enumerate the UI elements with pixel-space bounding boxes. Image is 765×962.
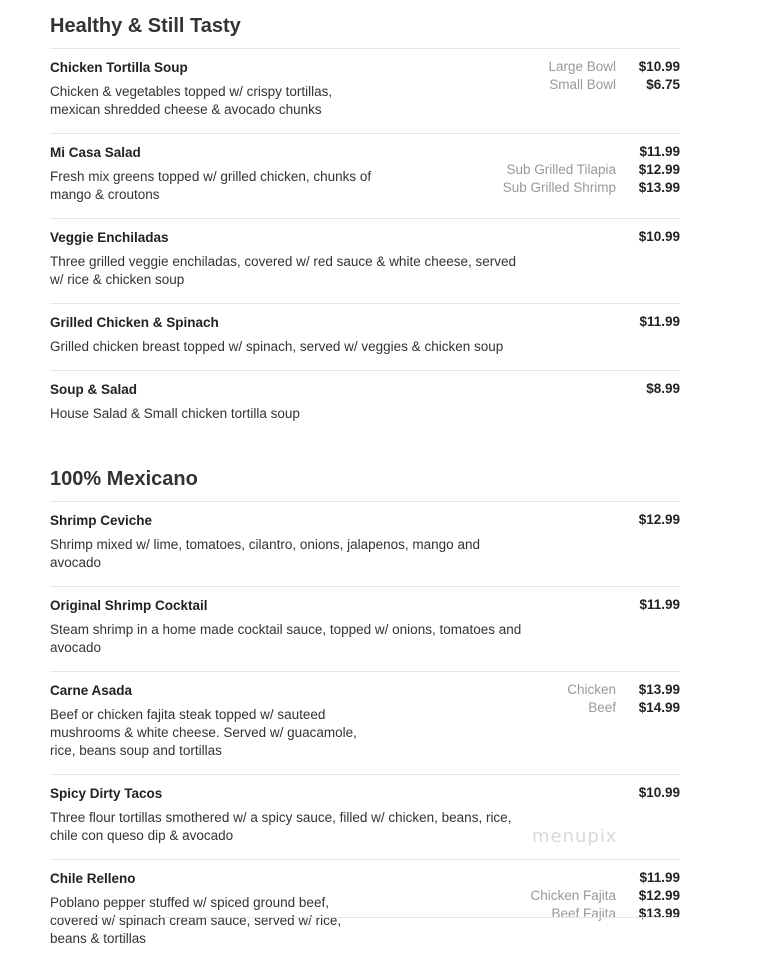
item-name: Grilled Chicken & Spinach bbox=[50, 315, 219, 330]
item-description: Three flour tortillas smothered w/ a spicy sauce, filled w/ chicken, beans, rice, chile con queso dip & avocado bbox=[50, 810, 512, 843]
item-description: Grilled chicken breast topped w/ spinach, served w/ veggies & chicken soup bbox=[50, 339, 504, 354]
menu bbox=[50, 0, 680, 962]
price-value: $11.99 bbox=[639, 144, 680, 159]
price-value: $11.99 bbox=[639, 597, 680, 612]
menu-item bbox=[50, 303, 680, 370]
section-title: Healthy & Still Tasty bbox=[50, 15, 241, 37]
menu-item bbox=[50, 133, 680, 218]
item-name: Spicy Dirty Tacos bbox=[50, 786, 163, 801]
item-description: Poblano pepper stuffed w/ spiced ground beef, covered w/ spinach cream sauce, served w/ rice, beans & tortillas bbox=[50, 895, 342, 946]
watermark: menupix bbox=[532, 826, 618, 847]
price-value: $8.99 bbox=[646, 381, 680, 396]
item-name: Carne Asada bbox=[50, 683, 133, 698]
menu-item bbox=[50, 218, 680, 303]
item-description: Beef or chicken fajita steak topped w/ sauteed mushrooms & white cheese. Served w/ guacamole, rice, beans soup and tortillas bbox=[50, 707, 357, 758]
price-list bbox=[567, 682, 680, 718]
menu-item bbox=[50, 370, 680, 437]
price-list bbox=[634, 785, 680, 803]
price-label: Chicken Fajita bbox=[530, 888, 616, 903]
price-list bbox=[634, 381, 680, 399]
item-description: Three grilled veggie enchiladas, covered w/ red sauce & white cheese, served w/ rice & chicken soup bbox=[50, 254, 517, 287]
price-list bbox=[634, 597, 680, 615]
price-label: Sub Grilled Shrimp bbox=[502, 180, 616, 195]
price-list bbox=[634, 512, 680, 530]
price-value: $12.99 bbox=[638, 888, 680, 903]
item-description: Chicken & vegetables topped w/ crispy tortillas, mexican shredded cheese & avocado chunks bbox=[50, 84, 333, 117]
item-name: Original Shrimp Cocktail bbox=[50, 598, 208, 613]
item-name: Mi Casa Salad bbox=[50, 145, 141, 160]
price-value: $11.99 bbox=[639, 870, 680, 885]
item-description: House Salad & Small chicken tortilla soup bbox=[50, 406, 300, 421]
price-value: $10.99 bbox=[638, 785, 680, 800]
menu-item bbox=[50, 586, 680, 671]
price-value: $11.99 bbox=[639, 314, 680, 329]
item-name: Soup & Salad bbox=[50, 382, 138, 397]
price-value: $10.99 bbox=[638, 59, 680, 74]
price-label: Chicken bbox=[567, 682, 616, 697]
item-name: Shrimp Ceviche bbox=[50, 513, 153, 528]
price-list bbox=[634, 229, 680, 247]
menu-item bbox=[50, 48, 680, 133]
price-value: $12.99 bbox=[638, 162, 680, 177]
price-label: Beef bbox=[588, 700, 616, 715]
item-name: Veggie Enchiladas bbox=[50, 230, 169, 245]
menu-section bbox=[50, 0, 680, 437]
price-list bbox=[634, 314, 680, 332]
menu-item bbox=[50, 671, 680, 774]
item-description: Shrimp mixed w/ lime, tomatoes, cilantro, onions, jalapenos, mango and avocado bbox=[50, 537, 480, 570]
price-value: $12.99 bbox=[638, 512, 680, 527]
item-name: Chicken Tortilla Soup bbox=[50, 60, 188, 75]
price-label: Beef Fajita bbox=[551, 906, 616, 921]
price-value: $10.99 bbox=[638, 229, 680, 244]
menu-section bbox=[50, 437, 680, 962]
price-label: Large Bowl bbox=[548, 59, 616, 74]
price-list bbox=[530, 870, 680, 924]
item-description: Fresh mix greens topped w/ grilled chicken, chunks of mango & croutons bbox=[50, 169, 372, 202]
price-value: $14.99 bbox=[638, 700, 680, 715]
item-name: Chile Relleno bbox=[50, 871, 136, 886]
price-list bbox=[503, 144, 680, 198]
item-description: Steam shrimp in a home made cocktail sauce, topped w/ onions, tomatoes and avocado bbox=[50, 622, 522, 655]
menu-item bbox=[50, 501, 680, 586]
price-label: Sub Grilled Tilapia bbox=[506, 162, 616, 177]
divider bbox=[50, 917, 680, 918]
price-label: Small Bowl bbox=[549, 77, 616, 92]
price-value: $6.75 bbox=[646, 77, 680, 92]
section-title: 100% Mexicano bbox=[50, 468, 198, 490]
price-value: $13.99 bbox=[638, 906, 680, 921]
price-value: $13.99 bbox=[638, 180, 680, 195]
price-value: $13.99 bbox=[638, 682, 680, 697]
price-list bbox=[548, 59, 680, 95]
menu-item bbox=[50, 859, 680, 962]
